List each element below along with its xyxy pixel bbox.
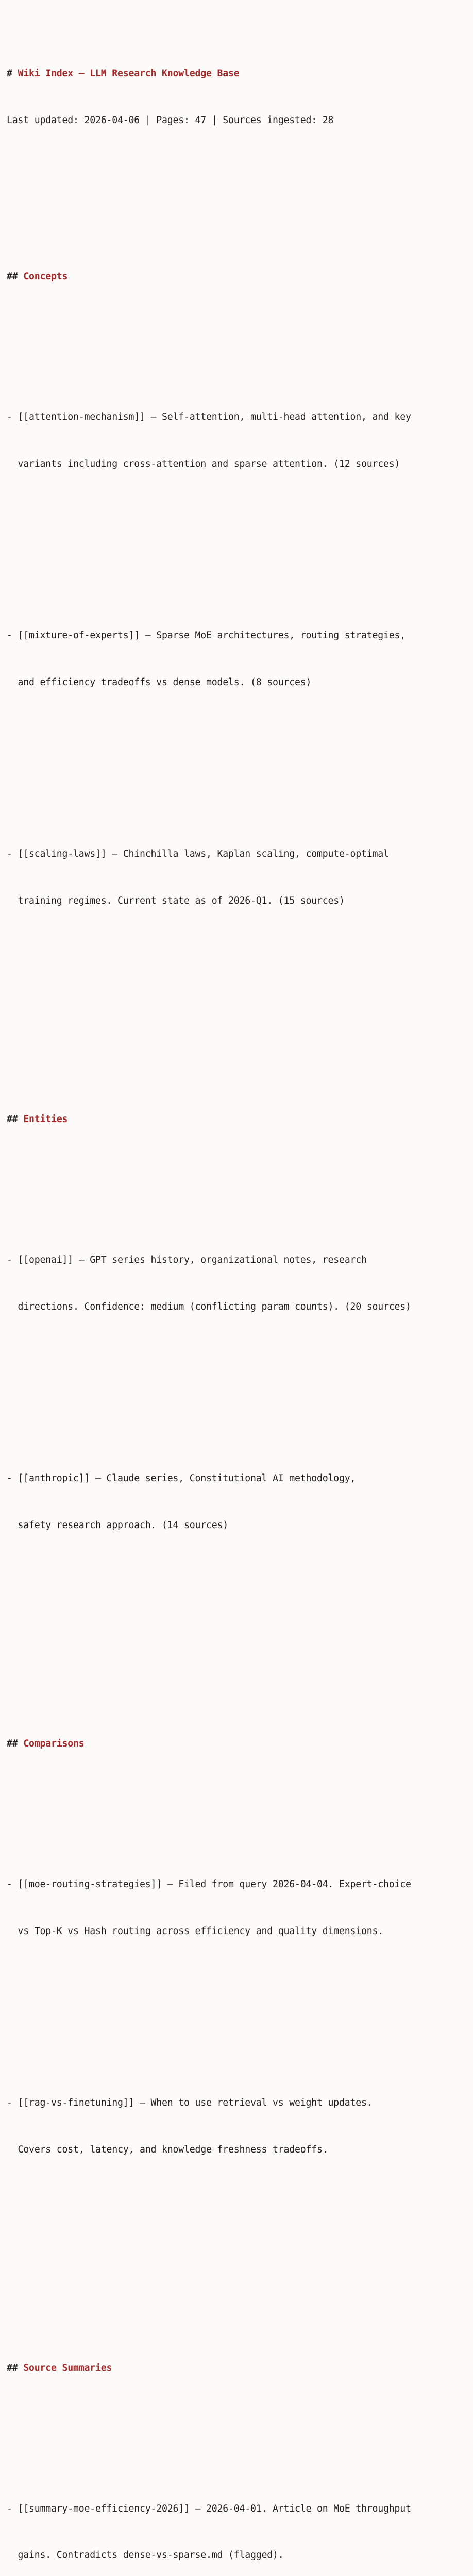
section-heading (7, 1112, 473, 1127)
item-description: — Filed from query 2026-04-04. Expert-choice (162, 1878, 411, 1890)
wikilink-summary-moe-efficiency-2026[interactable]: [[summary-moe-efficiency-2026]] (18, 2503, 190, 2514)
blank-line (7, 1596, 473, 1611)
list-item (7, 1439, 473, 1564)
blank-line (7, 753, 473, 768)
item-description: — When to use retrieval vs weight updates. (134, 2097, 373, 2108)
blank-line (7, 1377, 473, 1393)
item-description-cont: directions. Confidence: medium (conflicting param counts). (20 sources) (7, 1301, 411, 1312)
blank-line (7, 971, 473, 987)
section-heading-text: Comparisons (23, 1738, 85, 1749)
section-heading (7, 2361, 473, 2376)
section-source-summaries (7, 2329, 473, 2576)
item-description-cont: gains. Contradicts dense-vs-sparse.md (flagged). (7, 2550, 284, 2561)
item-description-cont: and efficiency tradeoffs vs dense models. (8 sources) (7, 676, 312, 688)
section-heading (7, 269, 473, 284)
section-heading-text: Entities (23, 1114, 68, 1125)
blank-line (7, 2408, 473, 2423)
section-entities (7, 1080, 473, 1642)
blank-line (7, 534, 473, 550)
list-item (7, 597, 473, 721)
section-heading (7, 1736, 473, 1752)
bullet: - (7, 630, 18, 641)
h2-marker: ## (7, 271, 18, 282)
bullet: - (7, 1878, 18, 1890)
blank-line (7, 1783, 473, 1799)
h2-marker: ## (7, 1738, 18, 1749)
wikilink-mixture-of-experts[interactable]: [[mixture-of-experts]] (18, 630, 140, 641)
list-item (7, 2064, 473, 2189)
section-heading-text: Source Summaries (23, 2362, 112, 2374)
bullet: - (7, 2097, 18, 2108)
item-description-cont: Covers cost, latency, and knowledge freshness tradeoffs. (7, 2144, 328, 2155)
blank-line (7, 2220, 473, 2235)
wikilink-moe-routing-strategies[interactable]: [[moe-routing-strategies]] (18, 1878, 162, 1890)
page-title-text: Wiki Index — LLM Research Knowledge Base (18, 68, 240, 79)
page-title (7, 66, 473, 81)
wikilink-scaling-laws[interactable]: [[scaling-laws]] (18, 849, 107, 860)
wikilink-anthropic[interactable]: [[anthropic]] (18, 1472, 90, 1484)
item-description: — GPT series history, organizational notes, research (73, 1254, 367, 1265)
item-description: — Claude series, Constitutional AI methodology, (90, 1472, 356, 1484)
list-item (7, 2470, 473, 2576)
wikilink-openai[interactable]: [[openai]] (18, 1254, 73, 1265)
blank-line (7, 2002, 473, 2017)
blank-line (7, 160, 473, 175)
blank-line (7, 1159, 473, 1174)
list-item (7, 1221, 473, 1346)
bullet: - (7, 1472, 18, 1484)
section-concepts (7, 238, 473, 1018)
bullet: - (7, 1254, 18, 1265)
bullet: - (7, 411, 18, 422)
bullet: - (7, 849, 18, 860)
item-description: — 2026-04-01. Article on MoE throughput (189, 2503, 411, 2514)
blank-line (7, 316, 473, 331)
list-item (7, 1845, 473, 1970)
item-description: — Sparse MoE architectures, routing strategies, (140, 630, 406, 641)
section-heading-text: Concepts (23, 271, 68, 282)
h2-marker: ## (7, 2362, 18, 2374)
wikilink-rag-vs-finetuning[interactable]: [[rag-vs-finetuning]] (18, 2097, 134, 2108)
item-description: — Chinchilla laws, Kaplan scaling, compute-optimal (106, 849, 389, 860)
item-description: — Self-attention, multi-head attention, and key (145, 411, 411, 422)
meta-line: Last updated: 2026-04-06 | Pages: 47 | Sources ingested: 28 (7, 115, 334, 126)
list-item (7, 378, 473, 503)
wikilink-attention-mechanism[interactable]: [[attention-mechanism]] (18, 411, 145, 422)
item-description-cont: variants including cross-attention and sparse attention. (12 sources) (7, 458, 400, 469)
list-item (7, 815, 473, 940)
section-comparisons (7, 1705, 473, 2267)
h2-marker: ## (7, 1114, 18, 1125)
item-description-cont: vs Top-K vs Hash routing across efficiency and quality dimensions. (7, 1925, 383, 1937)
item-description-cont: safety research approach. (14 sources) (7, 1519, 228, 1531)
bullet: - (7, 2503, 18, 2514)
item-description-cont: training regimes. Current state as of 2026-Q1. (15 sources) (7, 895, 345, 906)
h1-marker: # (7, 68, 12, 79)
